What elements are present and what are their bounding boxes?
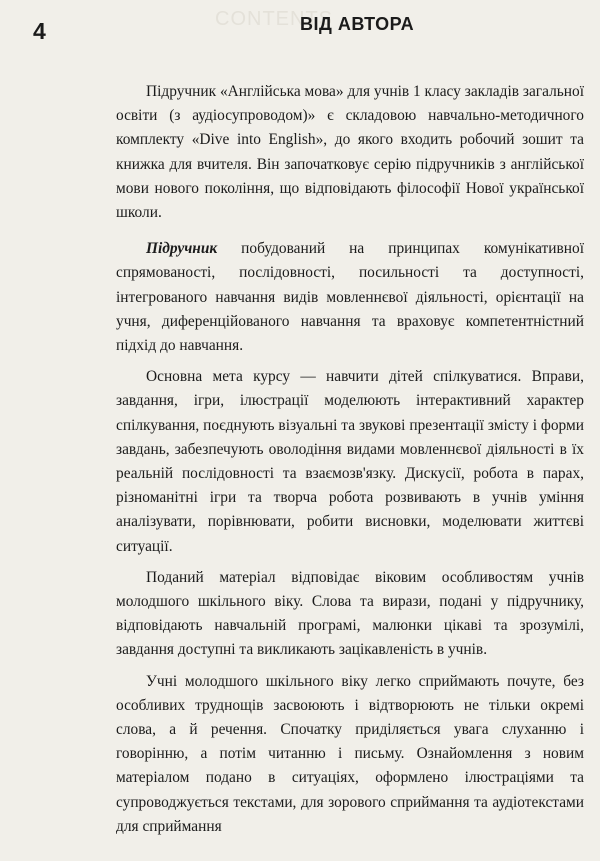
paragraph-2 [116,237,584,358]
paragraph-5: Учні молодшого шкільного віку легко сприймають почуте, без особливих труднощів засвоюють і відтворюють не тільки окремі слова, а й речення. Спочатку приділяється увага слуханню і говорінню, а потім читанню і письму. Ознайомлення з новим матеріалом подано в ситуаціях, оформлено ілюстраціями та супроводжується текстами, для зорового сприймання та аудіотекстами для сприймання [116,672,584,835]
paragraph-2-lead: Підручник [146,240,218,258]
paragraph-4: Поданий матеріал відповідає віковим особливостям учнів молодшого шкільного віку. Слова та вирази, подані у підручнику, відповідають навчальній програмі, малюнки цікаві та зрозумілі, завдання доступні та викликають зацікавленість в учнів. [116,568,584,659]
body-text [116,80,584,839]
paragraph-2-text: побудований на принципах комунікативної спрямованості, послідовності, посильності та доступності, інтегрованого навчання видів мовленнєвої діяльності, орієнтації на учня, диференційованого навчання та враховує компетентністний підхід до навчання. [116,240,584,355]
page-number: 4 [33,18,46,44]
paragraph-1: Підручник «Англійська мова» для учнів 1 класу закладів загальної освіти (з аудіосупроводом)» є складовою навчально-методичного комплекту «Dive into English», до якого входить робочий зошит та книжка для вчителя. Він започатковує серію підручників з англійської мови нового покоління, що відповідають філософії Нової української школи. [116,83,584,222]
show-through-text: CONTENTS [215,8,333,30]
page-title: ВІД АВТОРА [300,14,415,34]
paragraph-3: Основна мета курсу — навчити дітей спілкуватися. Вправи, завдання, ігри, ілюстрації моделюють інтерактивний характер спілкування, поєднують візуальні та звукові презентації змісту і форми завдань, забезпечують оволодіння видами мовленнєвої діяльності в їх реальній послідовності та взаємозв'язку. Дискусії, робота в парах, різноманітні ігри та творча робота розвивають в учнів уміння аналізувати, порівнювати, робити висновки, моделювати життєві ситуації. [116,368,584,555]
